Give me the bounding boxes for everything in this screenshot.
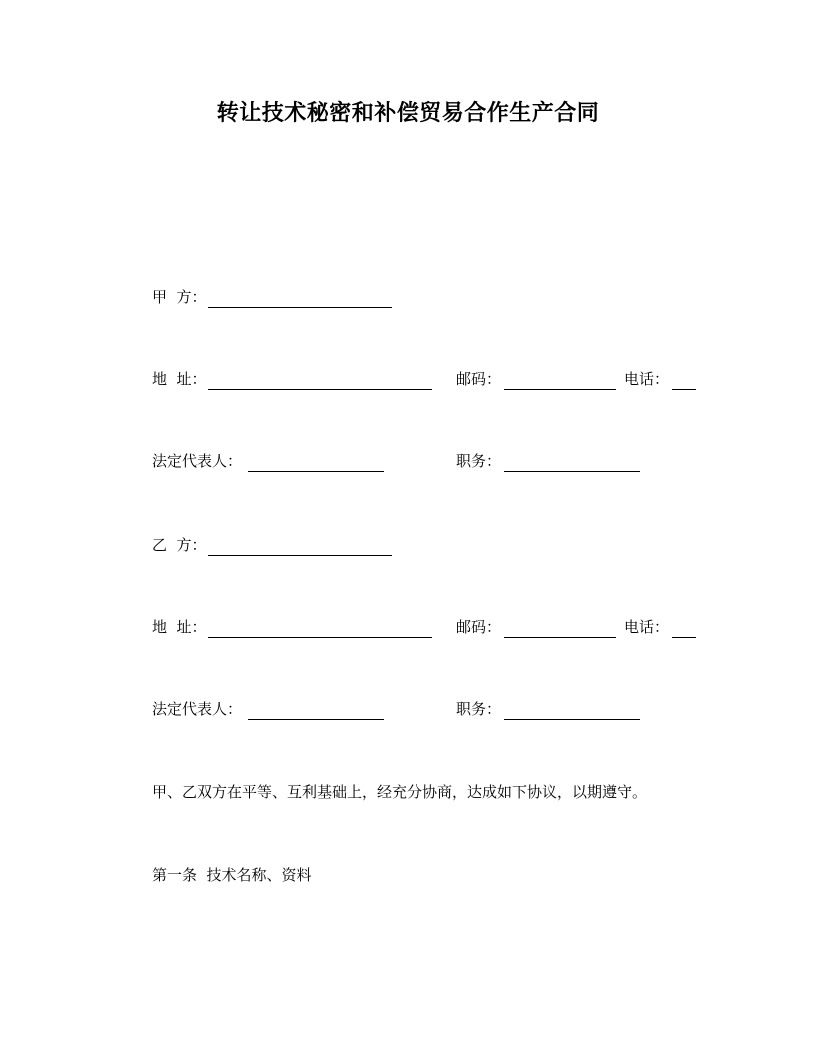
party-a-postcode-label: 邮码：	[456, 370, 502, 388]
party-a-blank[interactable]	[208, 307, 392, 308]
party-b-address-label: 地 址：	[152, 618, 207, 636]
party-b-postcode-blank[interactable]	[504, 637, 616, 638]
party-a-address-blank[interactable]	[208, 389, 432, 390]
party-b-rep-label: 法定代表人：	[152, 700, 243, 718]
party-a-phone-blank[interactable]	[672, 389, 696, 390]
document-title: 转让技术秘密和补偿贸易合作生产合同	[216, 101, 600, 126]
party-b-blank[interactable]	[208, 555, 392, 556]
party-b-phone-label: 电话：	[624, 618, 670, 636]
party-a-rep-blank[interactable]	[248, 471, 384, 472]
party-a-postcode-blank[interactable]	[504, 389, 616, 390]
party-a-label: 甲 方：	[152, 288, 207, 306]
party-b-phone-blank[interactable]	[672, 637, 696, 638]
party-b-address-blank[interactable]	[208, 637, 432, 638]
party-b-position-blank[interactable]	[504, 719, 640, 720]
party-a-position-label: 职务：	[456, 452, 502, 470]
preamble-paragraph: 甲、乙双方在平等、互利基础上，经充分协商，达成如下协议，以期遵守。	[152, 783, 648, 801]
party-a-position-blank[interactable]	[504, 471, 640, 472]
party-b-position-label: 职务：	[456, 700, 502, 718]
party-a-address-label: 地 址：	[152, 370, 207, 388]
party-b-rep-blank[interactable]	[248, 719, 384, 720]
party-b-postcode-label: 邮码：	[456, 618, 502, 636]
party-a-rep-label: 法定代表人：	[152, 452, 243, 470]
party-a-phone-label: 电话：	[624, 370, 670, 388]
party-b-label: 乙 方：	[152, 536, 207, 554]
article-1-heading: 第一条 技术名称、资料	[152, 866, 312, 884]
